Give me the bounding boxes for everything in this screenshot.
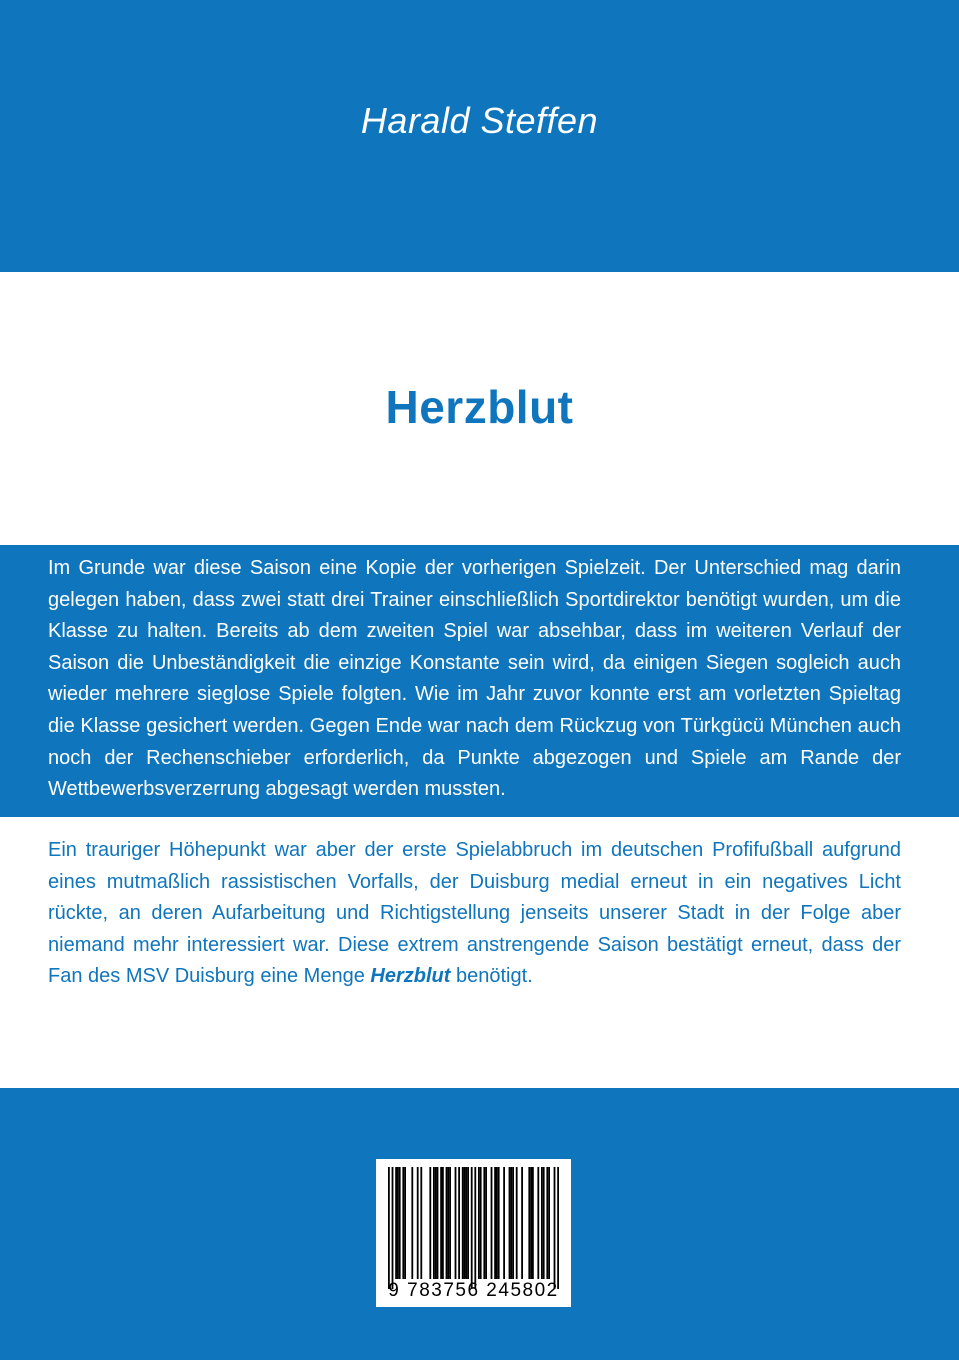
- barcode-bar: [546, 1167, 548, 1279]
- barcode-bar: [498, 1167, 500, 1279]
- barcode-bar: [491, 1167, 493, 1279]
- barcode-bar: [433, 1167, 435, 1279]
- barcode-bar: [404, 1167, 406, 1279]
- barcode-bar: [516, 1167, 518, 1279]
- blurb-paragraph-2: [48, 835, 901, 993]
- barcode-bar: [465, 1167, 467, 1279]
- barcode-bar: [417, 1167, 419, 1279]
- barcode-bar: [494, 1167, 496, 1279]
- barcode-bar: [537, 1167, 539, 1279]
- barcode-bar: [446, 1167, 448, 1279]
- barcode-bar: [442, 1167, 444, 1279]
- barcode-bar: [510, 1167, 512, 1279]
- barcode-bar: [411, 1167, 413, 1279]
- barcode-bar: [509, 1167, 511, 1279]
- barcode-bar: [397, 1167, 399, 1279]
- author-name: Harald Steffen: [360, 100, 599, 141]
- barcode-guard-bar: [554, 1167, 556, 1289]
- barcode-bar: [478, 1167, 480, 1279]
- barcode-bar: [530, 1167, 532, 1279]
- barcode-guard-bar: [471, 1167, 473, 1289]
- barcode-bar: [429, 1167, 431, 1279]
- book-title: Herzblut: [385, 381, 574, 433]
- barcode-guard-bar: [557, 1167, 559, 1289]
- barcode-bar: [528, 1167, 530, 1279]
- blurb-paragraph-1: Im Grunde war diese Saison eine Kopie der vorherigen Spielzeit. Der Unterschied mag darin gelegen haben, dass zwei statt drei Trainer einschließlich Sportdirektor benötigt wurden, um die Klasse zu halten. Bereits ab dem zweiten Spiel war absehbar, dass im weiteren Verlauf der Saison die Unbeständigkeit die einzige Konstante sein wird, da einigen Siegen sogleich auch wieder mehrere sieglose Spiele folgten. Wie im Jahr zuvor konnte erst am vorletzten Spieltag die Klasse gesichert werden. Gegen Ende war nach dem Rückzug von Türkgücü München auch noch der Rechenschieber erforderlich, da Punkte abgezogen und Spiele am Rande der Wettbewerbsverzerrung abgesagt werden mussten.: [48, 557, 901, 801]
- barcode-guard-bar: [474, 1167, 476, 1289]
- barcode-bar: [467, 1167, 469, 1279]
- blurb-paragraph-2-end: benötigt.: [450, 965, 533, 988]
- barcode-bar: [483, 1167, 485, 1279]
- barcode-bar: [462, 1167, 464, 1279]
- barcode-guard-bar: [388, 1167, 390, 1289]
- barcode-bar: [485, 1167, 487, 1279]
- barcode-bar: [437, 1167, 439, 1279]
- barcode-guard-bar: [392, 1167, 394, 1289]
- barcode-bar: [543, 1167, 545, 1279]
- barcode-bar: [440, 1167, 442, 1279]
- barcode-bar: [521, 1167, 523, 1279]
- isbn-digits: 9 783756 245802: [388, 1280, 559, 1301]
- blurb-title-emphasis: Herzblut: [370, 965, 451, 988]
- barcode-bar: [464, 1167, 466, 1279]
- barcode-bar: [420, 1167, 422, 1279]
- barcode-bar: [512, 1167, 514, 1279]
- barcode-bar: [496, 1167, 498, 1279]
- barcode-bar: [435, 1167, 437, 1279]
- barcode-bar: [455, 1167, 457, 1279]
- barcode-bar: [532, 1167, 534, 1279]
- blurb-paragraph-2-text: Ein trauriger Höhepunkt war aber der erste Spielabbruch im deutschen Profifußball aufgrund eines mutmaßlich rassistischen Vorfalls, der Duisburg medial erneut in ein negatives Licht rückte, an deren Aufarbeitung und Richtigstellung jenseits unserer Stadt in der Folge aber niemand mehr interessiert war. Diese extrem anstrengende Saison bestätigt erneut, dass der Fan des MSV Duisburg eine Menge: [48, 839, 901, 988]
- barcode-bar: [458, 1167, 460, 1279]
- barcode-bar: [541, 1167, 543, 1279]
- barcode-bar: [399, 1167, 401, 1279]
- isbn-barcode: [376, 1159, 571, 1307]
- barcode-bar: [402, 1167, 404, 1279]
- barcode-bar: [447, 1167, 449, 1279]
- barcode-bar: [548, 1167, 550, 1279]
- barcode-bar: [480, 1167, 482, 1279]
- barcode-bar: [503, 1167, 505, 1279]
- barcode-bar: [395, 1167, 397, 1279]
- barcode-bar: [449, 1167, 451, 1279]
